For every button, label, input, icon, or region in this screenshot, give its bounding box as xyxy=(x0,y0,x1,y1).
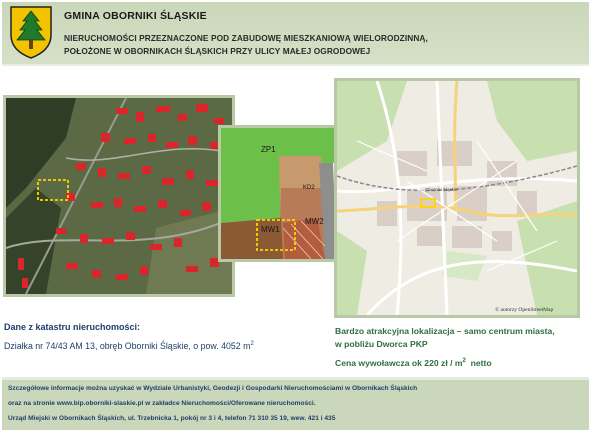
zone-label-kd: KD2 xyxy=(303,185,315,191)
subtitle-line-1: NIERUCHOMOŚCI PRZEZNACZONE POD ZABUDOWĘ MIESZKANIOWĄ WIELORODZINNĄ, xyxy=(64,33,428,43)
page-title: GMINA OBORNIKI ŚLĄSKIE xyxy=(64,10,207,22)
footer-line-1: Szczegółowe informacje można uzyskać w Wydziale Urbanistyki, Geodezji i Gospodarki Nieruchomościami w Obornikach Śląskich xyxy=(8,385,418,392)
cadastre-unit-exponent: 2 xyxy=(250,341,254,348)
aerial-photo-image xyxy=(6,98,232,294)
price-unit-exponent: 2 xyxy=(462,358,466,365)
zone-label-mw1: MW1 xyxy=(261,225,280,234)
footer-line-2: oraz na stronie www.bip.oborniki-slaskie.pl w zakładce Nieruchomości/Oferowane nieruchomości. xyxy=(8,400,316,407)
coat-of-arms-logo xyxy=(9,5,53,59)
footer-banner xyxy=(2,377,589,430)
page-subtitle xyxy=(64,32,544,58)
price-prefix: Cena wywoławcza ok 220 zł / m xyxy=(335,358,463,368)
subtitle-line-2: POŁOŻONE W OBORNIKACH ŚLĄSKICH PRZY ULICY MAŁEJ OGRODOWEJ xyxy=(64,46,371,56)
price-info xyxy=(335,358,492,368)
zoning-plan-map xyxy=(218,125,348,262)
aerial-photo-map xyxy=(3,95,235,297)
zone-label-zp1: ZP1 xyxy=(261,145,276,154)
cadastre-details xyxy=(4,341,254,351)
zoning-plan-image xyxy=(221,128,345,259)
map-station-label: Oborniki Śląskie xyxy=(425,187,458,192)
cadastre-title: Dane z katastru nieruchomości: xyxy=(4,322,141,332)
city-street-map xyxy=(334,78,580,318)
map-copyright: © autorzy OpenStreetMap xyxy=(495,307,554,313)
cadastre-text: Działka nr 74/43 AM 13, obręb Oborniki Śląskie, o pow. 4052 m xyxy=(4,341,251,351)
zone-label-mw2: MW2 xyxy=(305,217,324,226)
footer-line-3: Urząd Miejski w Obornikach Śląskich, ul. Trzebnicka 1, pokój nr 3 i 4, telefon 71 310 35 19, wew. 421 i 435 xyxy=(8,415,336,422)
location-line-1: Bardzo atrakcyjna lokalizacja – samo centrum miasta, xyxy=(335,326,555,336)
header-banner xyxy=(2,2,589,66)
price-suffix: netto xyxy=(465,358,492,368)
street-map-image xyxy=(337,81,577,315)
location-highlight xyxy=(335,325,585,351)
location-line-2: w pobliżu Dworca PKP xyxy=(335,339,428,349)
